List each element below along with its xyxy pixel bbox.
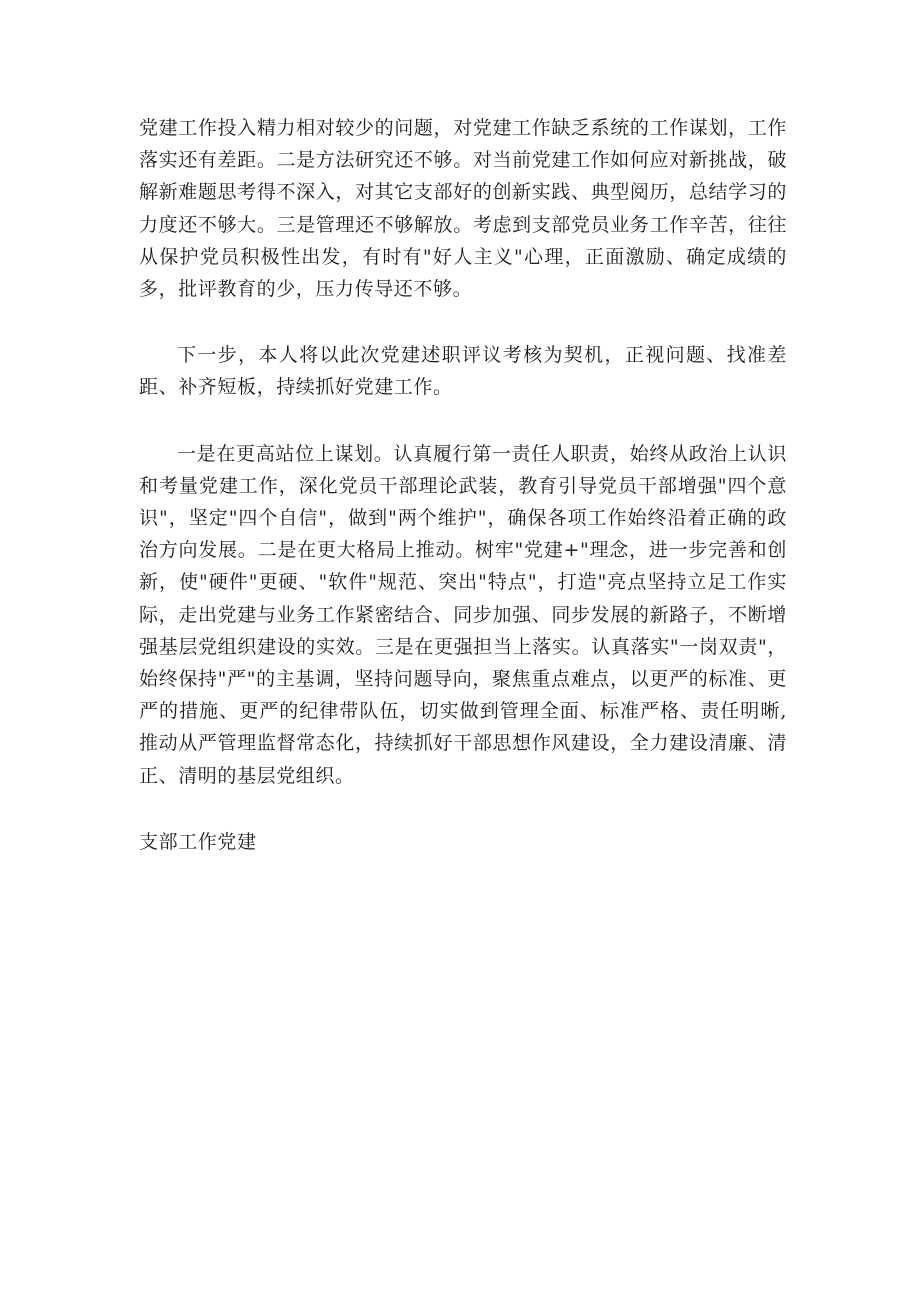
paragraph-spacer	[139, 404, 787, 438]
paragraph-next-steps: 下一步，本人将以此次党建述职评议考核为契机，正视问题、找准差距、补齐短板，持续抓好党建工作。	[139, 344, 787, 399]
document-body	[139, 112, 787, 858]
paragraph-spacer	[139, 305, 787, 339]
paragraph-spacer	[139, 792, 787, 826]
footer-keywords: 支部工作党建	[139, 830, 257, 853]
paragraph-problems-continued: 党建工作投入精力相对较少的问题，对党建工作缺乏系统的工作谋划，工作落实还有差距。二是方法研究还不够。对当前党建工作如何应对新挑战，破解新难题思考得不深入，对其它支部好的创新实践、典型阅历，总结学习的力度还不够大。三是管理还不够解放。考虑到支部党员业务工作辛苦，往往从保护党员积极性出发，有时有"好人主义"心理，正面激励、确定成绩的多，批评教育的少，压力传导还不够。	[139, 117, 787, 301]
paragraph-action-plan: 一是在更高站位上谋划。认真履行第一责任人职责，始终从政治上认识和考量党建工作，深化党员干部理论武装，教育引导党员干部增强"四个意识"，坚定"四个自信"，做到"两个维护"，确保各项工作始终沿着正确的政治方向发展。二是在更大格局上推动。树牢"党建+"理念，进一步完善和创新，使"硬件"更硬、"软件"规范、突出"特点"，打造"亮点坚持立足工作实际，走出党建与业务工作紧密结合、同步加强、同步发展的新路子，不断增强基层党组织建设的实效。三是在更强担当上落实。认真落实"一岗双责"，始终保持"严"的主基调，坚持问题导向，聚焦重点难点，以更严的标准、更严的措施、更严的纪律带队伍，切实做到管理全面、标准严格、责任明晰,推动从严管理监督常态化，持续抓好干部思想作风建设，全力建设清廉、清正、清明的基层党组织。	[139, 442, 787, 787]
